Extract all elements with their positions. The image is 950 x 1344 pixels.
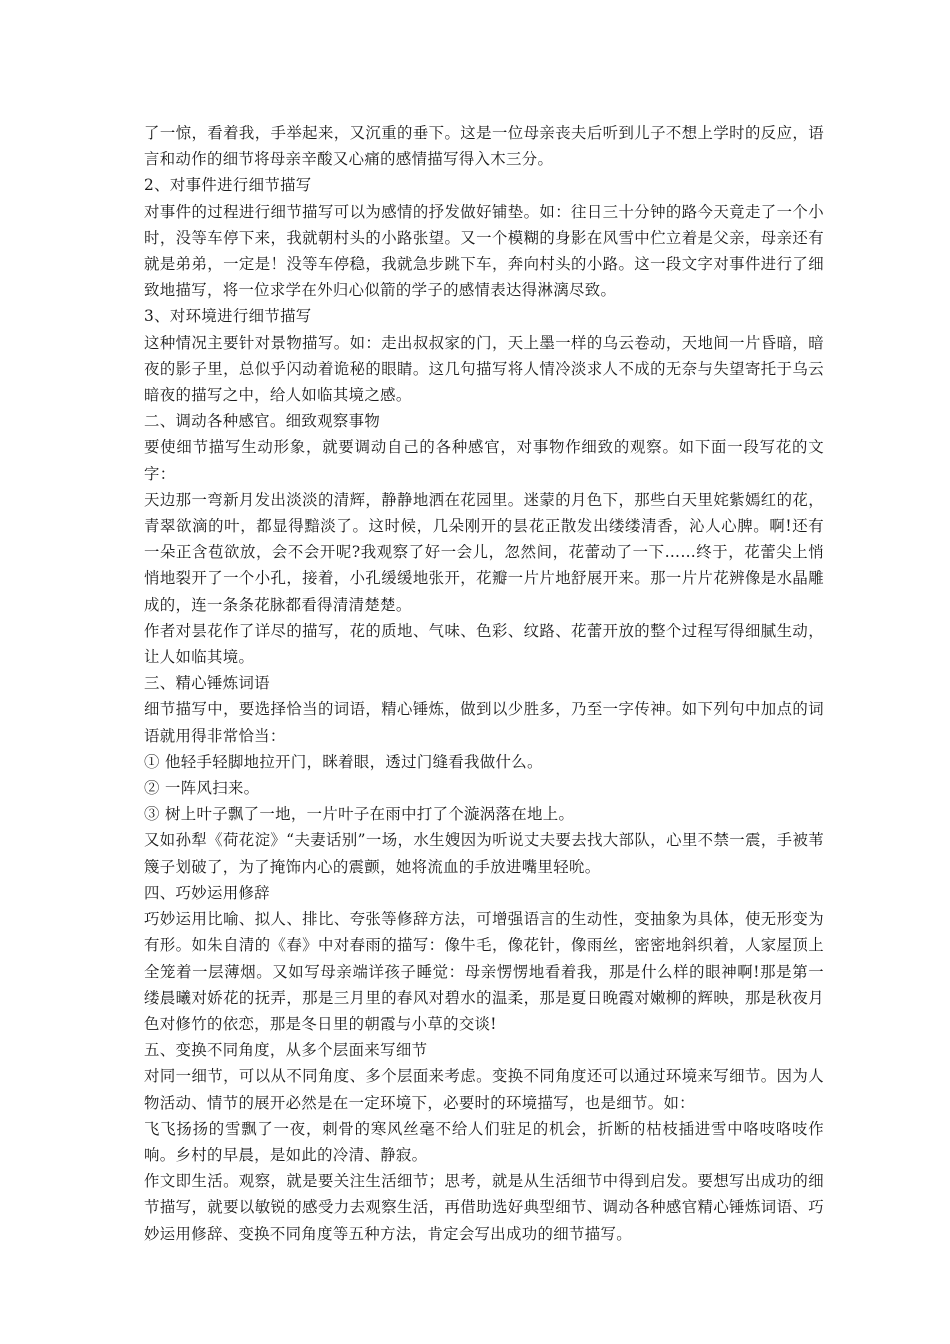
paragraph-event-detail: 对事件的过程进行细节描写可以为感情的抒发做好铺垫。如：往日三十分钟的路今天竟走了一个小时，没等车停下来，我就朝村头的小路张望。又一个模糊的身影在风雪中伫立着是父亲，母亲还有就是弟弟，一定是！没等车停稳，我就急步跳下车，奔向村头的小路。这一段文字对事件进行了细致地描写，将一位求学在外归心似箭的学子的感情表达得淋漓尽致。: [144, 202, 824, 300]
heading-angles: 五、变换不同角度，从多个层面来写细节: [144, 1041, 428, 1060]
paragraph-conclusion: 作文即生活。观察，就是要关注生活细节；思考，就是从生活细节中得到启发。要想写出成功的细节描写，就要以敏锐的感受力去观察生活，再借助选好典型细节、调动各种感官精心锤炼词语、巧妙运用修辞、变换不同角度等五种方法，肯定会写出成功的细节描写。: [144, 1172, 824, 1243]
example-item-1: ① 他轻手轻脚地拉开门，眯着眼，透过门缝看我做什么。: [144, 752, 543, 771]
paragraph-hehuadian-example: 又如孙犁《荷花淀》“夫妻话别”一场，水生嫂因为听说丈夫要去找大部队，心里不禁一震，手被苇篾子划破了，为了掩饰内心的震颤，她将流血的手放进嘴里轻吮。: [144, 831, 824, 876]
paragraph-flower-example: 天边那一弯新月发出淡淡的清辉，静静地洒在花园里。迷蒙的月色下，那些白天里姹紫嫣红的花，青翠欲滴的叶，都显得黯淡了。这时候，几朵刚开的昙花正散发出缕缕清香，沁人心脾。啊!还有一朵正含苞欲放，会不会开呢?我观察了好一会儿，忽然间，花蕾动了一下……终于，花蕾尖上悄悄地裂开了一个小孔，接着，小孔缓缓地张开，花瓣一片片地舒展开来。那一片片花辨像是水晶雕成的，连一条条花脉都看得清清楚楚。: [144, 490, 824, 614]
paragraph-intro-continuation: 了一惊，看着我，手举起来，又沉重的垂下。这是一位母亲丧夫后听到儿子不想上学时的反应，语言和动作的细节将母亲辛酸又心痛的感情描写得入木三分。: [144, 124, 824, 169]
paragraph-rhetoric: 巧妙运用比喻、拟人、排比、夸张等修辞方法，可增强语言的生动性，变抽象为具体，使无形变为有形。如朱自清的《春》中对春雨的描写：像牛毛，像花针，像雨丝，密密地斜织着，人家屋顶上全笼着一层薄烟。又如写母亲端详孩子睡觉：母亲愣愣地看着我，那是什么样的眼神啊!那是第一缕晨曦对娇花的抚弄，那是三月里的春风对碧水的温柔，那是夏日晚霞对嫩柳的辉映，那是秋夜月色对修竹的依恋，那是冬日里的朝霞与小草的交谈!: [144, 910, 824, 1033]
paragraph-environment-detail: 这种情况主要针对景物描写。如：走出叔叔家的门，天上墨一样的乌云卷动，天地间一片昏暗，暗夜的影子里，总似乎闪动着诡秘的眼睛。这几句描写将人情冷淡求人不成的无奈与失望寄托于乌云暗夜的描写之中，给人如临其境之感。: [144, 333, 824, 405]
heading-event-detail: 2、对事件进行细节描写: [144, 176, 312, 195]
example-item-2: ② 一阵风扫来。: [144, 779, 260, 798]
paragraph-senses: 要使细节描写生动形象，就要调动自己的各种感官，对事物作细致的观察。如下面一段写花的文字：: [144, 438, 824, 483]
heading-word-choice: 三、精心锤炼词语: [144, 674, 270, 693]
heading-environment-detail: 3、对环境进行细节描写: [144, 307, 312, 326]
heading-rhetoric: 四、巧妙运用修辞: [144, 883, 270, 902]
example-item-3: ③ 树上叶子飘了一地，一片叶子在雨中打了个漩涡落在地上。: [144, 805, 575, 824]
heading-senses: 二、调动各种感官。细致观察事物: [144, 412, 381, 431]
paragraph-word-choice: 细节描写中，要选择恰当的词语，精心锤炼，做到以少胜多，乃至一字传神。如下列句中加点的词语就用得非常恰当：: [144, 700, 824, 745]
document-body: [144, 120, 824, 1247]
paragraph-flower-commentary: 作者对昙花作了详尽的描写，花的质地、气味、色彩、纹路、花蕾开放的整个过程写得细腻生动，让人如临其境。: [144, 621, 824, 667]
paragraph-snow-example: 飞飞扬扬的雪飘了一夜，刺骨的寒风丝毫不给人们驻足的机会，折断的枯枝插进雪中咯吱咯吱作响。乡村的早晨，是如此的冷清、静寂。: [144, 1119, 824, 1164]
paragraph-angles: 对同一细节，可以从不同角度、多个层面来考虑。变换不同角度还可以通过环境来写细节。因为人物活动、情节的展开必然是在一定环境下，必要时的环境描写，也是细节。如：: [144, 1067, 824, 1112]
